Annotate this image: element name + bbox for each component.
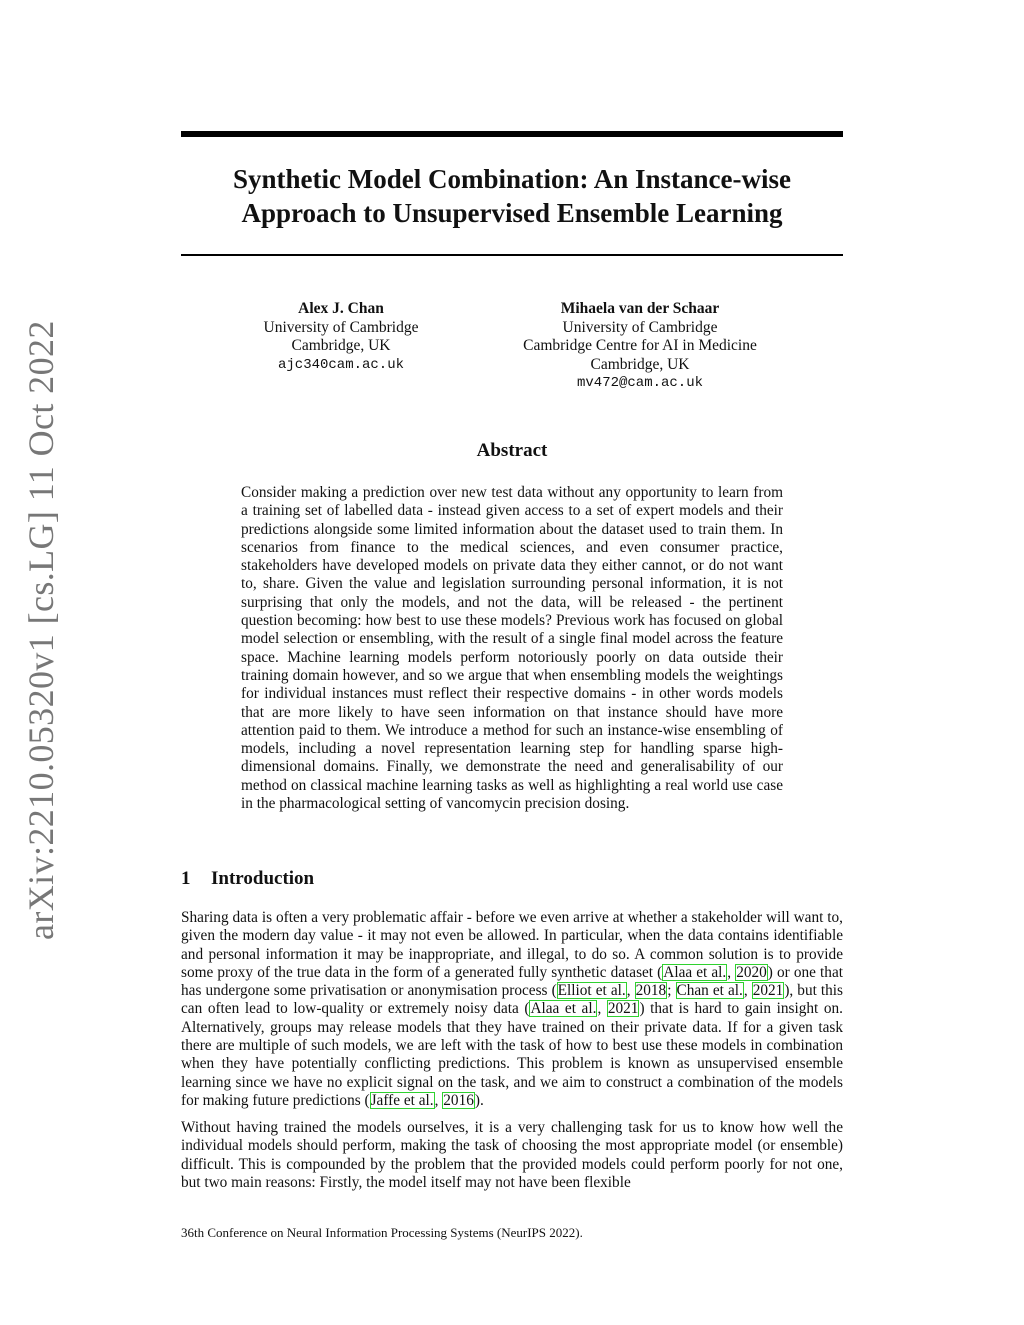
text-run: , — [434, 1091, 443, 1109]
text-run: , — [626, 982, 635, 1000]
citation-link[interactable]: Alaa et al. — [530, 1000, 597, 1018]
author-name: Mihaela van der Schaar — [560, 300, 720, 317]
citation-link[interactable]: 2018 — [635, 982, 667, 1000]
text-run: ; — [667, 982, 676, 1000]
text-run: , — [743, 982, 752, 1000]
text-run: , — [727, 963, 736, 981]
intro-paragraph-2: Without having trained the models ourselves, it is a very challenging task for us to know how well the individual models should perform, making the task of choosing the most appropriate model (or ensemble) difficult. This is compounded by the problem that the provided models could perform poorly for not one, but two main reasons: Firstly, the model itself may not have been flexible — [181, 1119, 843, 1191]
title-line-2: Approach to Unsupervised Ensemble Learning — [241, 198, 783, 228]
paper-title — [181, 162, 843, 230]
text-run: ) that is hard to gain insight on. Alternatively, groups may release models that they have trained on their private data. If for a given task there are multiple of such models, we are left with the task of how to best use these models in combination when they have potentially conflicting predictions. This problem is known as unsupervised ensemble learning since we have no explicit signal on the task, and we aim to construct a combination of the models for making future predictions ( — [181, 1000, 843, 1109]
intro-paragraph-1 — [181, 909, 843, 1110]
author-affiliation-secondary: Cambridge Centre for AI in Medicine — [523, 337, 757, 354]
title-bottom-rule — [181, 254, 843, 256]
citation-link[interactable]: Alaa et al. — [663, 963, 727, 981]
citation-link[interactable]: 2020 — [736, 963, 767, 981]
abstract-heading: Abstract — [476, 440, 548, 461]
author-location: Cambridge, UK — [590, 355, 690, 373]
author-affiliation: University of Cambridge — [263, 318, 419, 336]
text-run: , — [597, 1000, 607, 1018]
section-title: Introduction — [211, 868, 315, 889]
text-run: ), but this can often lead to low-quality or extremely noisy data ( — [181, 982, 844, 1018]
text-run: ) or one that has undergone some privatisation or anonymisation process ( — [181, 963, 843, 1000]
arxiv-identifier-stamp: arXiv:2210.05320v1 [cs.LG] 11 Oct 2022 — [21, 320, 61, 940]
section-number: 1 — [181, 868, 191, 889]
text-run: Sharing data is often a very problematic affair - before we even arrive at whether a stakeholder will want to, given the modern day value - it may not even be allowed. In particular, when the data contains identifiable and personal information it may be inappropriate, and illegal, to do so. A common solution is to provide some proxy of the true data in the form of a generated fully synthetic dataset ( — [181, 909, 843, 981]
section-heading-introduction — [181, 868, 314, 890]
title-top-rule — [181, 131, 843, 137]
author-block-van-der-schaar — [500, 300, 780, 393]
title-line-1: Synthetic Model Combination: An Instance-wise — [232, 164, 792, 194]
author-email: mv472@cam.ac.uk — [576, 375, 704, 391]
citation-link[interactable]: Chan et al. — [676, 982, 743, 1000]
citation-link[interactable]: 2016 — [443, 1091, 474, 1109]
citation-link[interactable]: Jaffe et al. — [370, 1091, 434, 1109]
author-email: ajc340cam.ac.uk — [277, 356, 405, 373]
text-run: ). — [474, 1091, 484, 1109]
author-block-chan — [231, 300, 451, 374]
author-location: Cambridge, UK — [291, 337, 391, 354]
author-name: Alex J. Chan — [298, 300, 384, 317]
abstract-body: Consider making a prediction over new test data without any opportunity to learn from a training set of labelled data - instead given access to a set of expert models and their predictions alongside some limited information about the dataset used to train them. In scenarios from finance to the medical sciences, and even consumer practice, stakeholders have developed models on private data they either cannot, or do not want to, share. Given the value and legislation surrounding personal information, it is not surprising that only the models, and not the data, will be released - the pertinent question becoming: how best to use these models? Previous work has focused on global model selection or ensembling, with the result of a single final model across the feature space. Machine learning models perform notoriously poorly on data outside their training domain however, and so we argue that when ensembling models the weightings for individual instances must reflect their respective domains - in other words models that are more likely to have seen information on that instance should have more attention paid to them. We introduce a method for such an instance-wise ensembling of models, including a novel representation learning step for handling sparse high-dimensional domains. Finally, we demonstrate the need and generalisability of our method on classical machine learning tasks as well as highlighting a real world use case in the pharmacological setting of vancomycin precision dosing. — [241, 484, 783, 813]
citation-link[interactable]: 2021 — [752, 982, 784, 1000]
author-affiliation: University of Cambridge — [562, 318, 718, 336]
conference-footnote: 36th Conference on Neural Information Processing Systems (NeurIPS 2022). — [181, 1225, 583, 1240]
citation-link[interactable]: Elliot et al. — [557, 982, 626, 1000]
citation-link[interactable]: 2021 — [607, 1000, 639, 1018]
